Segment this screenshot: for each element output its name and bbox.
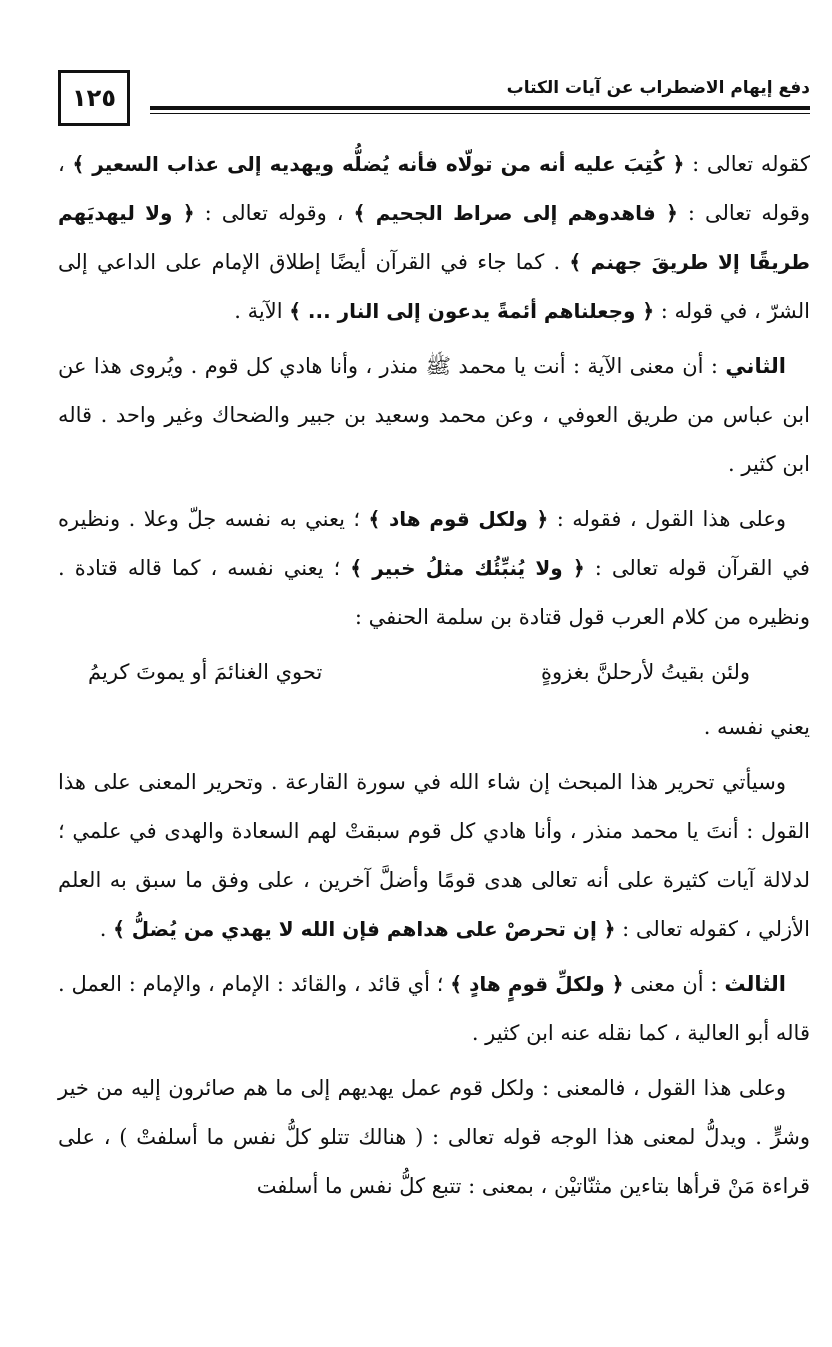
text: . (99, 917, 114, 941)
quran-quote: ﴿ ولا ليهديَهم طريقًا إلا طريقَ جهنم ﴾ (58, 201, 810, 274)
page-header (58, 70, 810, 130)
quran-quote: ﴿ ولكل قوم هاد ﴾ (368, 507, 549, 531)
quran-quote: ﴿ ولا يُنبِّئُك مثلُ خبير ﴾ (350, 556, 585, 580)
text: : أن معنى (623, 972, 725, 996)
poem-hemistich-2: تحوي الغنائمَ أو يموتَ كريمُ (88, 660, 323, 684)
section-lead: الثاني (725, 354, 786, 378)
poem-verse (58, 648, 810, 697)
quran-quote: ﴿ وجعلناهم أئمةً يدعون إلى النار ... ﴾ (289, 299, 655, 323)
text: ، وقوله تعالى : (194, 201, 354, 225)
paragraph-4 (58, 758, 810, 954)
text: ؛ أي قائد ، والقائد : الإمام ، والإمام : العمل . قاله أبو العالية ، كما نقله عنه ابن كثير . (58, 972, 810, 1045)
quran-quote: ﴿ كُتِبَ عليه أنه من تولّاه فأنه يُضلُّه ويهديه إلى عذاب السعير ﴾ (72, 152, 685, 176)
text: وعلى هذا القول ، فالمعنى : ولكل قوم عمل يهديهم إلى ما هم صائرون إليه من خير وشرٍّ . ويدلُّ لمعنى هذا الوجه قوله تعالى : ( هنالك تتلو كلُّ نفس ما أسلفتْ ) ، على قراءة مَنْ قرأها بتاءين مثنّاتيْن ، بمعنى : تتبع كلُّ نفس ما أسلفت (58, 1076, 810, 1198)
quran-quote: ﴿ فاهدوهم إلى صراط الجحيم ﴾ (353, 201, 678, 225)
paragraph-6 (58, 1064, 810, 1211)
page-number: ١٢٥ (58, 70, 130, 126)
quran-quote: ﴿ إن تحرصْ على هداهم فإن الله لا يهدي من يُضلُّ ﴾ (113, 917, 616, 941)
text: ؛ يعني نفسه ، كما قاله قتادة . ونظيره من كلام العرب قول قتادة بن سلمة الحنفي : (58, 556, 810, 629)
paragraph-3 (58, 495, 810, 642)
text: وسيأتي تحرير هذا المبحث إن شاء الله في سورة القارعة . وتحرير المعنى على هذا القول : أنتَ يا محمد منذر ، وأنا هادي كل قوم سبقتْ لهم السعادة والهدى في علمي ؛ لدلالة آيات كثيرة على أنه تعالى هدى قومًا وأضلَّ آخرين ، على وفق ما سبق به العلم الأزلي ، كقوله تعالى : (58, 770, 810, 941)
text: . كما جاء في القرآن أيضًا إطلاق الإمام على الداعي إلى الشرّ ، في قوله : (58, 250, 810, 323)
text: وعلى هذا القول ، فقوله : (548, 507, 787, 531)
poem-hemistich-1: ولئن بقيتُ لأرحلنَّ بغزوةٍ (540, 660, 750, 684)
header-rule-thin (150, 113, 810, 114)
section-lead: الثالث (724, 972, 786, 996)
text: ، وقوله تعالى : (58, 152, 811, 225)
running-title: دفع إيهام الاضطراب عن آيات الكتاب (506, 78, 810, 98)
body-text (58, 140, 810, 1217)
text: ؛ يعني به نفسه جلّ وعلا . ونظيره في القرآن قوله تعالى : (58, 507, 810, 580)
header-rule (150, 106, 810, 110)
text: : أن معنى الآية : أنت يا محمد ﷺ منذر ، وأنا هادي كل قوم . ويُروى هذا عن ابن عباس من طريق العوفي ، وعن محمد وسعيد بن جبير والضحاك وغير واحد . قاله ابن كثير . (58, 354, 810, 476)
paragraph-third-view (58, 960, 810, 1058)
text: الآية . (234, 299, 290, 323)
paragraph-1 (58, 140, 810, 336)
after-poem-line: يعني نفسه . (703, 715, 810, 739)
quran-quote: ﴿ ولكلِّ قومٍ هادٍ ﴾ (450, 972, 624, 996)
text: كقوله تعالى : (684, 152, 811, 176)
paragraph-second-view (58, 342, 810, 489)
